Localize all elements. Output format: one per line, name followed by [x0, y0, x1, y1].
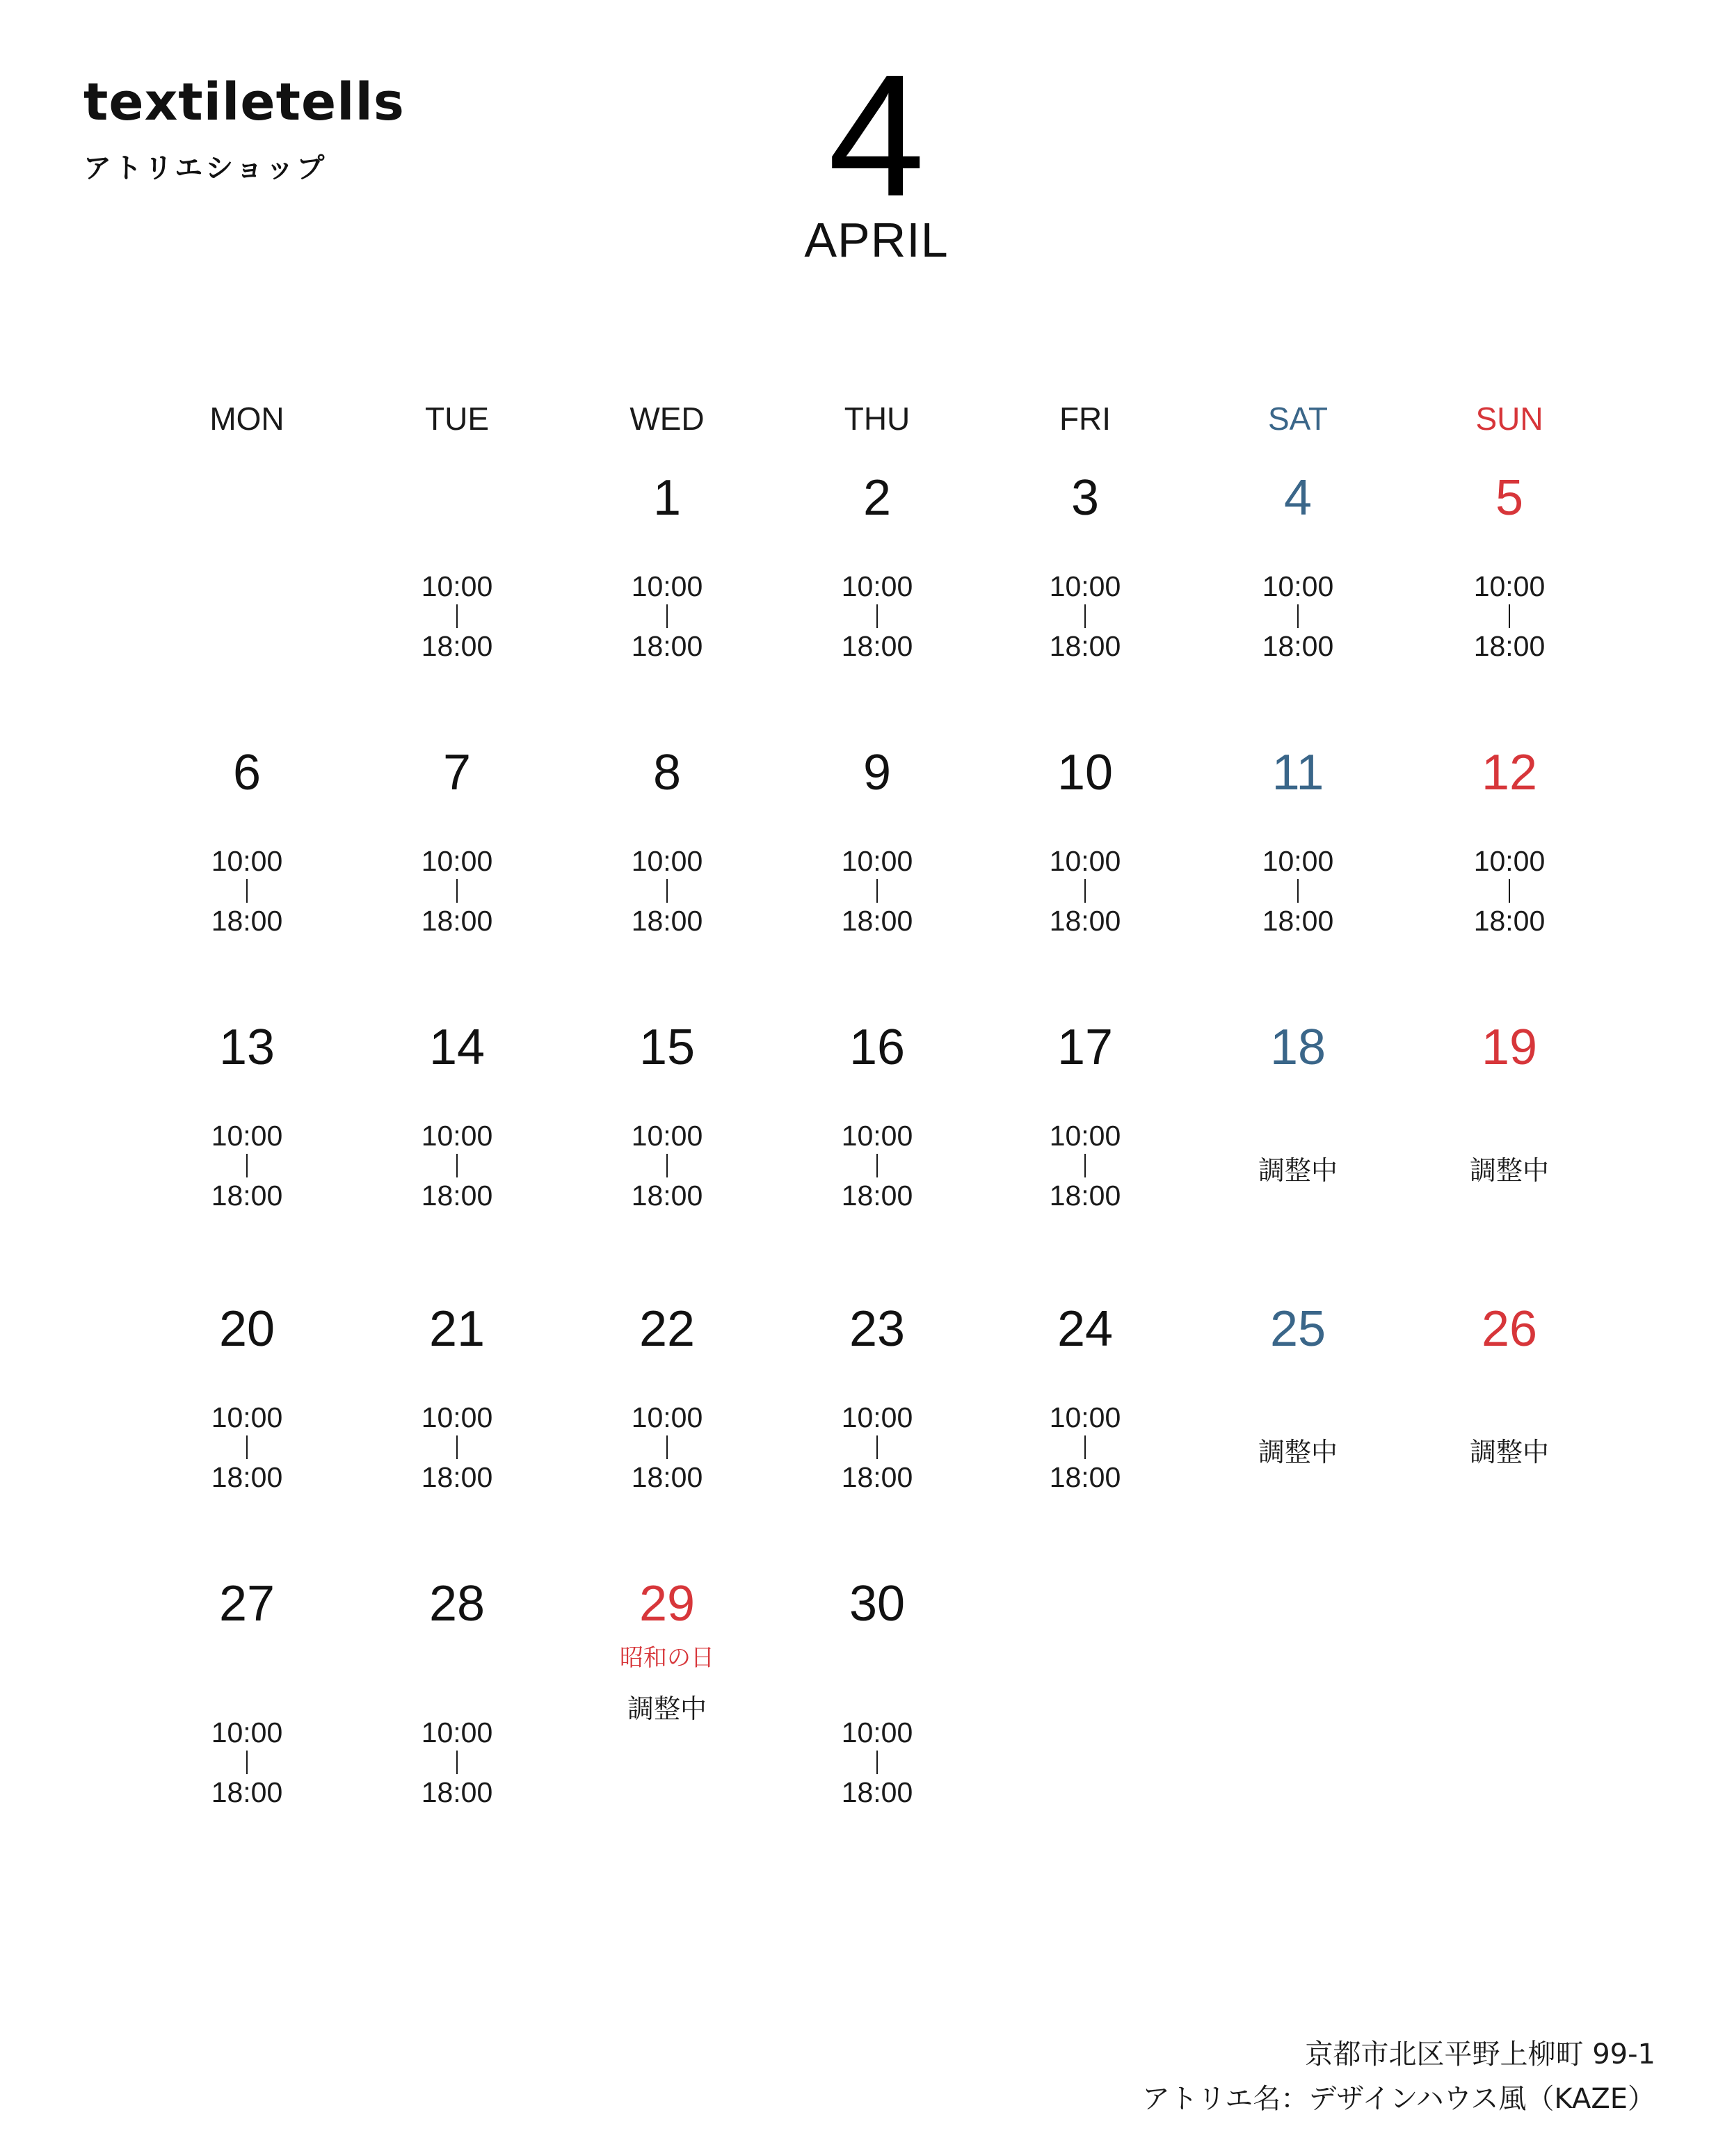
weekday-label: TUE — [425, 401, 489, 437]
close-time: 18:00 — [421, 1776, 493, 1808]
day-number: 5 — [1495, 470, 1524, 526]
adjusting-label: 調整中 — [1258, 1155, 1338, 1186]
day-cell — [1426, 1301, 1593, 1469]
close-time: 18:00 — [421, 1461, 493, 1493]
day-number: 3 — [1070, 470, 1100, 526]
brand — [83, 72, 405, 186]
opening-hours — [163, 1120, 330, 1212]
day-number: 20 — [218, 1301, 275, 1357]
day-number: 23 — [849, 1301, 906, 1357]
open-time: 10:00 — [841, 1120, 913, 1152]
day-cell — [1426, 1022, 1593, 1187]
day-number: 16 — [849, 1020, 906, 1075]
day-cell — [374, 1576, 540, 1808]
open-time: 10:00 — [841, 570, 913, 602]
open-time: 10:00 — [211, 1401, 283, 1433]
time-separator — [246, 1154, 248, 1177]
day-cell — [163, 745, 330, 937]
time-separator — [1084, 604, 1086, 628]
time-separator — [876, 1751, 878, 1774]
adjusting-label: 調整中 — [1469, 1155, 1549, 1186]
open-time: 10:00 — [1049, 845, 1121, 877]
day-cell — [374, 1022, 540, 1212]
day-cell — [374, 1301, 540, 1493]
time-separator — [666, 1435, 668, 1459]
time-separator — [666, 879, 668, 903]
day-cell — [1214, 745, 1381, 937]
weekday-label-sunday: SUN — [1475, 401, 1543, 437]
time-separator — [1084, 879, 1086, 903]
day-number: 24 — [1057, 1301, 1114, 1357]
opening-hours — [1002, 845, 1169, 937]
weekday-label: THU — [844, 401, 910, 437]
open-time: 10:00 — [631, 1120, 703, 1152]
day-cell — [794, 1022, 961, 1212]
day-cell — [374, 473, 540, 662]
weekday-label: MON — [209, 401, 284, 437]
day-number — [374, 473, 540, 529]
open-time: 10:00 — [1262, 570, 1334, 602]
opening-hours — [1002, 1401, 1169, 1493]
close-time: 18:00 — [841, 1776, 913, 1808]
opening-hours — [374, 1716, 540, 1808]
holiday-name: 昭和の日 — [620, 1644, 714, 1672]
day-cell — [584, 1022, 751, 1212]
brand-subtitle: アトリエショップ — [83, 152, 328, 184]
day-number: 30 — [849, 1576, 906, 1632]
open-time: 10:00 — [1049, 1120, 1121, 1152]
close-time: 18:00 — [421, 630, 493, 662]
open-time: 10:00 — [211, 1120, 283, 1152]
day-cell — [163, 1022, 330, 1212]
day-cell — [374, 745, 540, 937]
close-time: 18:00 — [841, 630, 913, 662]
day-number: 10 — [1057, 745, 1114, 801]
opening-hours — [794, 570, 961, 662]
opening-hours — [794, 1716, 961, 1808]
day-number: 28 — [428, 1576, 486, 1632]
day-number: 27 — [218, 1576, 275, 1632]
opening-hours — [794, 1401, 961, 1493]
close-time: 18:00 — [841, 1461, 913, 1493]
open-time: 10:00 — [1262, 845, 1334, 877]
day-number: 18 — [1269, 1020, 1326, 1075]
day-cell — [584, 1301, 751, 1493]
day-number: 6 — [232, 745, 262, 801]
close-time: 18:00 — [631, 1461, 703, 1493]
close-time: 18:00 — [631, 630, 703, 662]
time-separator — [1509, 604, 1510, 628]
day-number: 19 — [1481, 1020, 1538, 1075]
time-separator — [456, 1154, 458, 1177]
opening-hours — [1426, 845, 1593, 937]
day-cell — [1214, 470, 1381, 662]
day-cell — [584, 470, 751, 662]
opening-hours — [1002, 1120, 1169, 1212]
close-time: 18:00 — [1262, 905, 1334, 937]
day-number: 22 — [639, 1301, 696, 1357]
day-number: 4 — [1283, 470, 1313, 526]
time-separator — [1509, 879, 1510, 903]
open-time: 10:00 — [421, 845, 493, 877]
close-time: 18:00 — [631, 1180, 703, 1212]
day-cell — [1214, 1022, 1381, 1187]
opening-hours — [584, 1401, 751, 1493]
time-separator — [876, 879, 878, 903]
close-time: 18:00 — [1473, 630, 1546, 662]
opening-hours — [584, 845, 751, 937]
close-time: 18:00 — [841, 1180, 913, 1212]
close-time: 18:00 — [211, 1776, 283, 1808]
time-separator — [456, 1751, 458, 1774]
time-separator — [666, 604, 668, 628]
opening-hours — [1002, 570, 1169, 662]
day-number: 12 — [1481, 745, 1538, 801]
open-time: 10:00 — [1049, 1401, 1121, 1433]
day-cell — [1002, 1022, 1169, 1212]
time-separator — [246, 1435, 248, 1459]
adjusting-label: 調整中 — [1258, 1437, 1338, 1467]
month-name: APRIL — [804, 213, 949, 267]
time-separator — [456, 604, 458, 628]
open-time: 10:00 — [1473, 845, 1546, 877]
day-number: 29 — [639, 1576, 696, 1632]
opening-hours — [374, 845, 540, 937]
close-time: 18:00 — [211, 1461, 283, 1493]
open-time: 10:00 — [631, 1401, 703, 1433]
close-time: 18:00 — [1049, 905, 1121, 937]
open-time: 10:00 — [421, 570, 493, 602]
day-number: 13 — [218, 1020, 275, 1075]
open-time: 10:00 — [1049, 570, 1121, 602]
day-number: 9 — [862, 745, 892, 801]
weekday-label: WED — [629, 401, 705, 437]
opening-hours — [794, 1120, 961, 1212]
time-separator — [1084, 1154, 1086, 1177]
open-time: 10:00 — [421, 1716, 493, 1748]
day-number: 2 — [862, 470, 892, 526]
open-time: 10:00 — [631, 570, 703, 602]
day-number: 7 — [442, 745, 472, 801]
day-number: 1 — [652, 470, 682, 526]
day-cell — [1002, 1301, 1169, 1493]
time-separator — [1297, 604, 1299, 628]
close-time: 18:00 — [1262, 630, 1334, 662]
time-separator — [246, 879, 248, 903]
opening-hours — [374, 570, 540, 662]
day-number: 14 — [428, 1020, 486, 1075]
opening-hours — [584, 570, 751, 662]
close-time: 18:00 — [631, 905, 703, 937]
footer-address: 京都市北区平野上柳町 99-1 — [1305, 2038, 1655, 2070]
time-separator — [876, 1154, 878, 1177]
month-number: 4 — [828, 38, 925, 232]
day-number: 15 — [639, 1020, 696, 1075]
day-cell — [794, 470, 961, 662]
time-separator — [666, 1154, 668, 1177]
opening-hours — [163, 1716, 330, 1808]
opening-hours — [163, 1401, 330, 1493]
close-time: 18:00 — [1049, 1180, 1121, 1212]
day-cell — [1002, 745, 1169, 937]
open-time: 10:00 — [421, 1401, 493, 1433]
opening-hours — [1214, 845, 1381, 937]
opening-hours — [794, 845, 961, 937]
time-separator — [246, 1751, 248, 1774]
close-time: 18:00 — [211, 1180, 283, 1212]
day-cell — [794, 1301, 961, 1493]
close-time: 18:00 — [1049, 630, 1121, 662]
close-time: 18:00 — [211, 905, 283, 937]
close-time: 18:00 — [1049, 1461, 1121, 1493]
day-number: 17 — [1057, 1020, 1114, 1075]
brand-logo: textiletells — [83, 72, 405, 132]
day-cell — [1426, 745, 1593, 937]
day-number: 11 — [1271, 745, 1324, 801]
time-separator — [1084, 1435, 1086, 1459]
weekday-label: FRI — [1059, 401, 1112, 437]
weekday-label-saturday: SAT — [1267, 401, 1329, 437]
opening-hours — [1214, 570, 1381, 662]
open-time: 10:00 — [631, 845, 703, 877]
time-separator — [456, 879, 458, 903]
opening-hours — [374, 1401, 540, 1493]
day-cell — [794, 1576, 961, 1808]
time-separator — [456, 1435, 458, 1459]
day-cell — [1426, 470, 1593, 662]
time-separator — [876, 1435, 878, 1459]
close-time: 18:00 — [1473, 905, 1546, 937]
day-number: 8 — [652, 745, 682, 801]
open-time: 10:00 — [421, 1120, 493, 1152]
open-time: 10:00 — [211, 1716, 283, 1748]
open-time: 10:00 — [841, 1401, 913, 1433]
weekday-header — [0, 400, 1725, 449]
time-separator — [1297, 879, 1299, 903]
adjusting-label: 調整中 — [627, 1694, 707, 1724]
day-cell — [584, 745, 751, 937]
day-number: 26 — [1481, 1301, 1538, 1357]
open-time: 10:00 — [1473, 570, 1546, 602]
close-time: 18:00 — [421, 905, 493, 937]
day-number: 25 — [1269, 1301, 1326, 1357]
close-time: 18:00 — [841, 905, 913, 937]
opening-hours — [374, 1120, 540, 1212]
footer — [1142, 2032, 1655, 2121]
day-cell — [163, 1301, 330, 1493]
day-cell — [1214, 1301, 1381, 1469]
day-number: 21 — [428, 1301, 486, 1357]
day-cell — [584, 1576, 751, 1725]
open-time: 10:00 — [211, 845, 283, 877]
opening-hours — [163, 845, 330, 937]
day-cell — [163, 1576, 330, 1808]
day-cell — [794, 745, 961, 937]
opening-hours — [1426, 570, 1593, 662]
open-time: 10:00 — [841, 845, 913, 877]
day-cell — [1002, 470, 1169, 662]
time-separator — [876, 604, 878, 628]
opening-hours — [584, 1120, 751, 1212]
open-time: 10:00 — [841, 1716, 913, 1748]
close-time: 18:00 — [421, 1180, 493, 1212]
footer-atelier-name: アトリエ名：デザインハウス風（KAZE） — [1142, 2083, 1655, 2115]
adjusting-label: 調整中 — [1469, 1437, 1549, 1467]
